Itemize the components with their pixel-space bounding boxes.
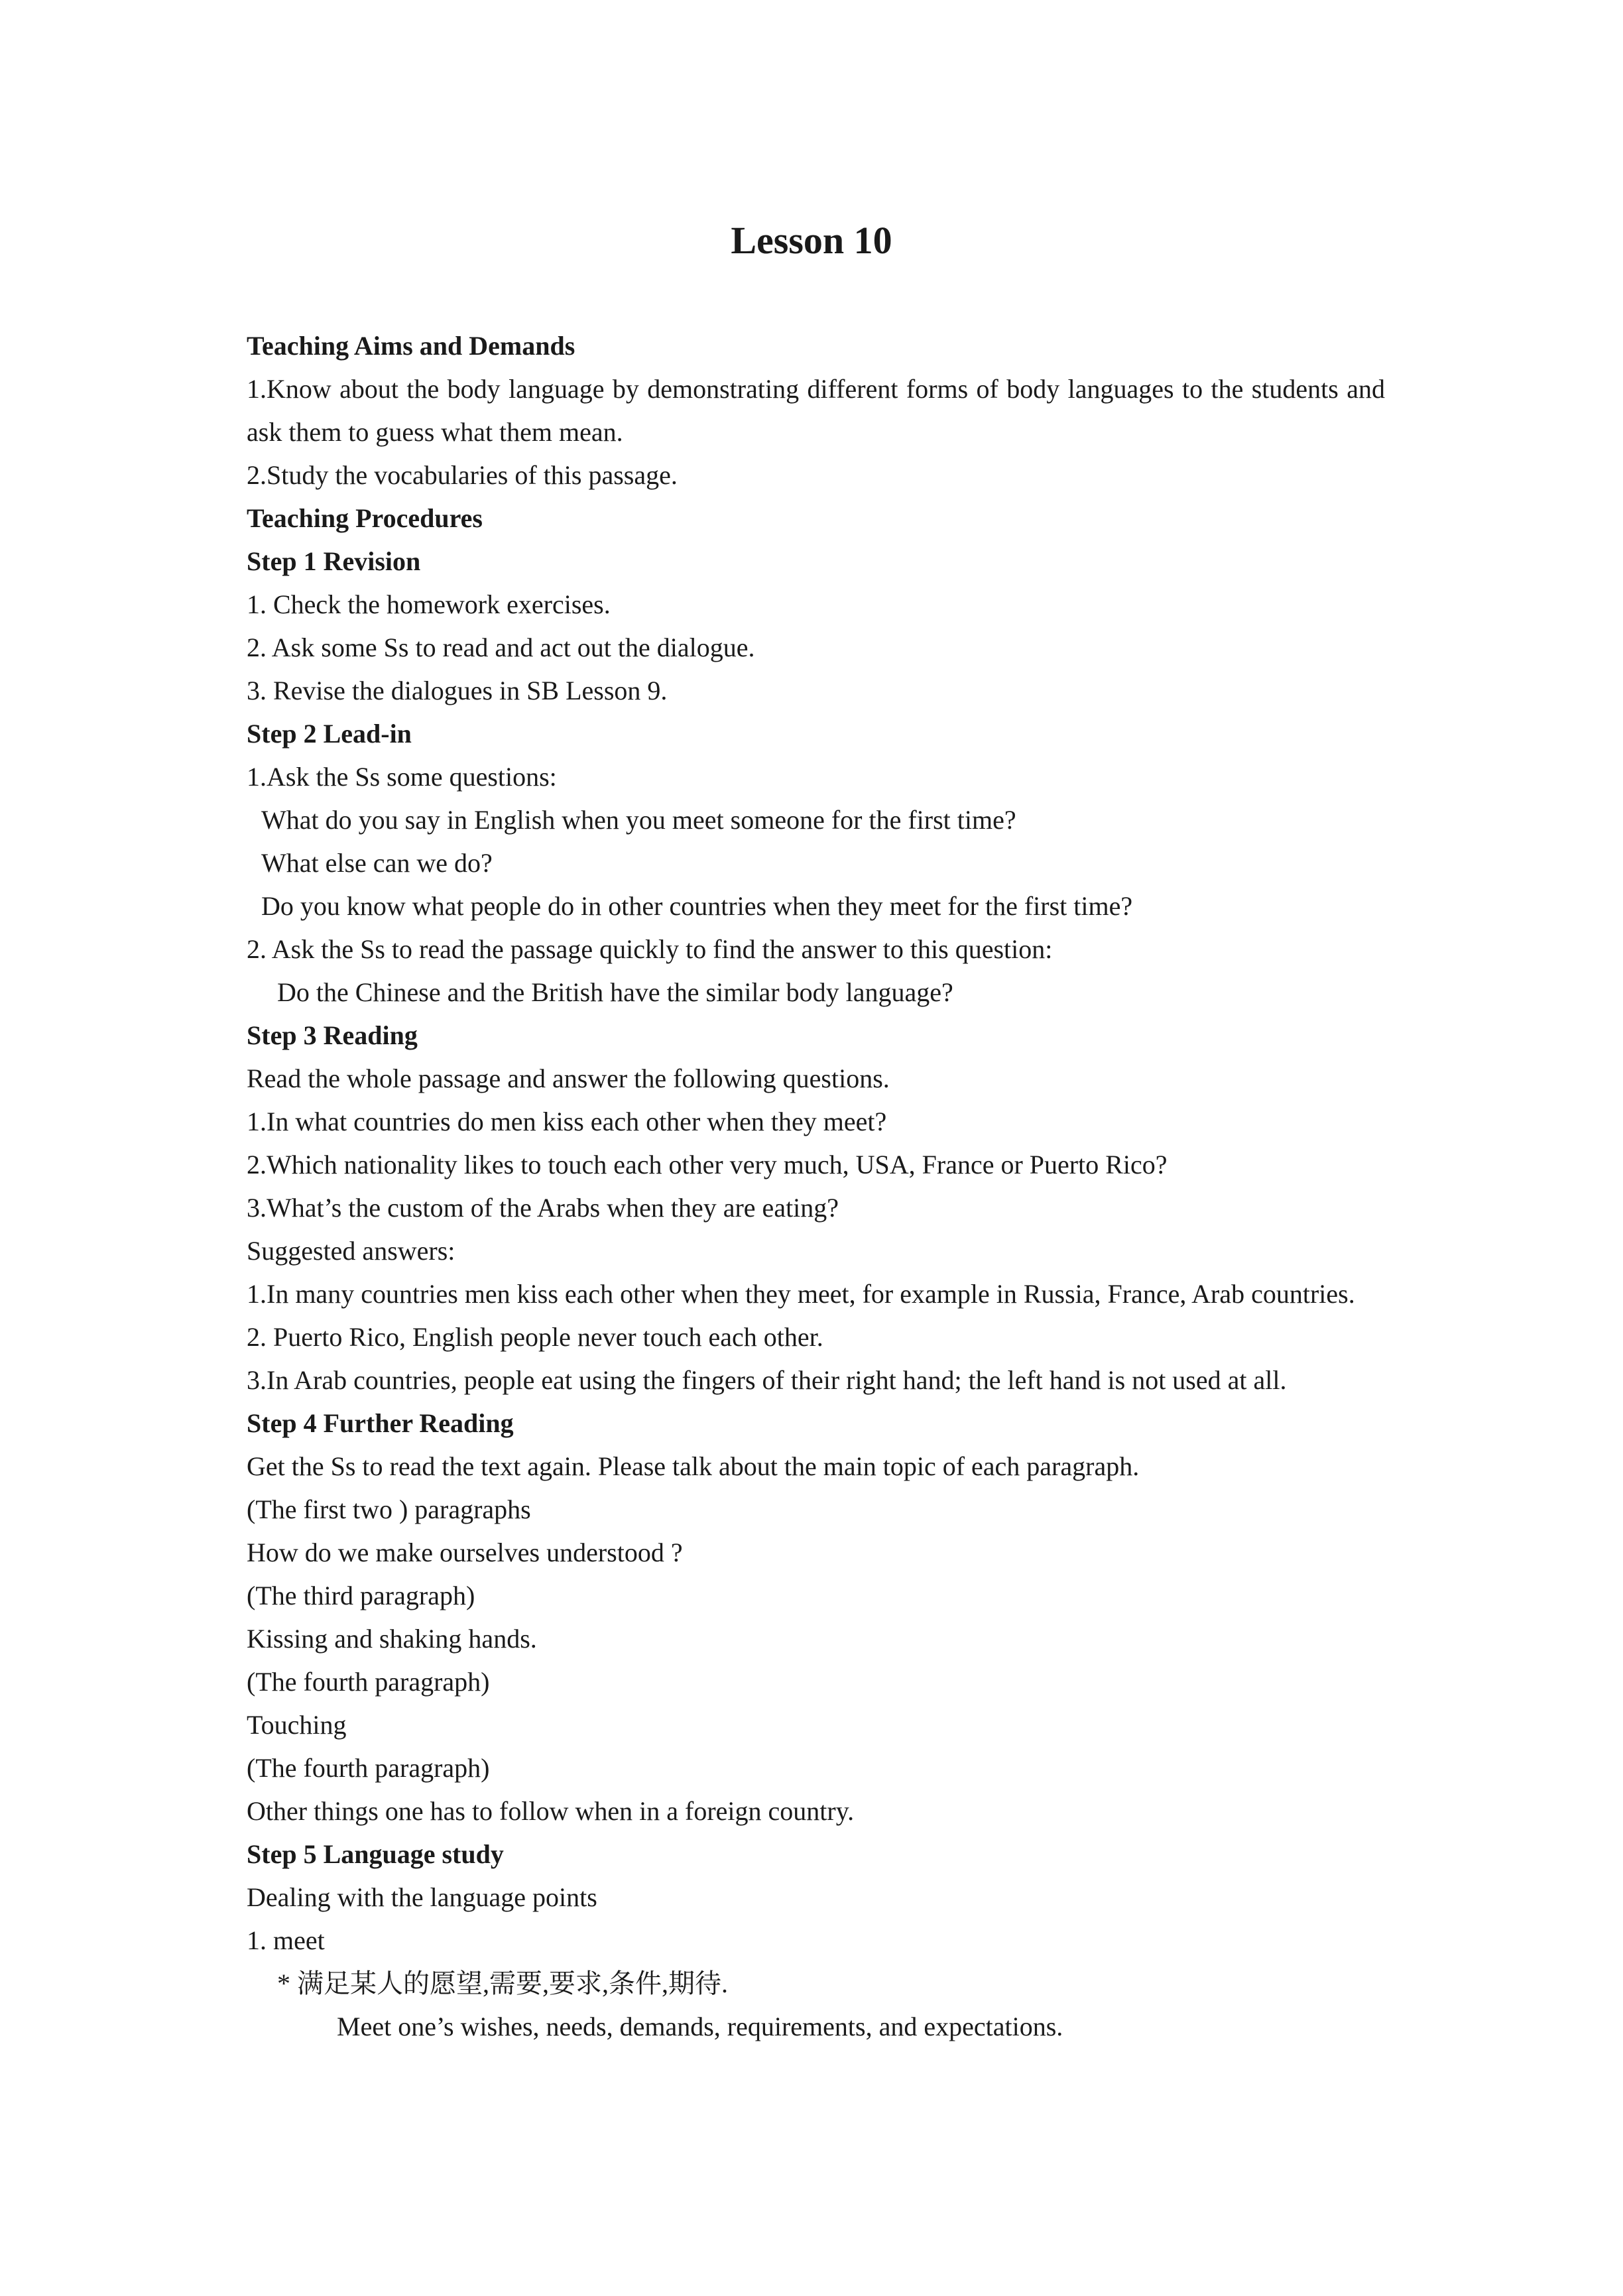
example-line: Meet one’s wishes, needs, demands, requirements, and expectations. — [337, 2012, 1063, 2041]
text-line: 1.In what countries do men kiss each other when they meet? — [247, 1107, 887, 1136]
bullet-line: * 满足某人的愿望,需要,要求,条件,期待. — [277, 1968, 728, 1998]
paragraph-line: 1.Know about the body language by demonstrating different forms of body languages to the students and ask them to guess what them mean. — [247, 374, 1385, 447]
question-line: Do you know what people do in other countries when they meet for the first time? — [261, 891, 1133, 921]
text-line: (The fourth paragraph) — [247, 1667, 490, 1697]
text-line: Touching — [247, 1710, 347, 1740]
text-line: (The third paragraph) — [247, 1581, 475, 1610]
text-line: 1. meet — [247, 1925, 325, 1955]
text-line: 3.What’s the custom of the Arabs when they are eating? — [247, 1193, 839, 1223]
text-line: 1. Check the homework exercises. — [247, 589, 611, 619]
text-line: (The first two ) paragraphs — [247, 1494, 531, 1524]
question-line: What else can we do? — [261, 848, 493, 878]
text-line: How do we make ourselves understood ? — [247, 1538, 683, 1567]
document-body — [247, 324, 1385, 2048]
text-line: 3. Revise the dialogues in SB Lesson 9. — [247, 676, 668, 705]
text-line: Dealing with the language points — [247, 1882, 597, 1912]
text-line: 1.Ask the Ss some questions: — [247, 762, 557, 792]
section-heading: Step 1 Revision — [247, 546, 421, 576]
text-line: 2. Puerto Rico, English people never touch each other. — [247, 1322, 823, 1352]
text-line: Other things one has to follow when in a foreign country. — [247, 1796, 855, 1826]
text-line: 2. Ask some Ss to read and act out the dialogue. — [247, 633, 755, 662]
text-line: 2.Which nationality likes to touch each other very much, USA, France or Puerto Rico? — [247, 1150, 1168, 1179]
text-line: 3.In Arab countries, people eat using the fingers of their right hand; the left hand is not used at all. — [247, 1365, 1287, 1395]
text-line: Read the whole passage and answer the following questions. — [247, 1063, 890, 1093]
question-line: Do the Chinese and the British have the similar body language? — [277, 977, 953, 1007]
paragraph-line: 1.In many countries men kiss each other when they meet, for example in Russia, France, Arab countries. — [247, 1279, 1355, 1309]
text-line: 2. Ask the Ss to read the passage quickly to find the answer to this question: — [247, 934, 1053, 964]
text-line: Suggested answers: — [247, 1236, 455, 1266]
page-title: Lesson 10 — [731, 219, 892, 262]
question-line: What do you say in English when you meet someone for the first time? — [261, 805, 1016, 835]
section-heading: Teaching Procedures — [247, 503, 483, 533]
section-heading: Step 4 Further Reading — [247, 1408, 514, 1438]
section-heading: Step 5 Language study — [247, 1839, 504, 1869]
section-heading: Step 3 Reading — [247, 1020, 418, 1050]
text-line: (The fourth paragraph) — [247, 1753, 490, 1783]
text-line: Kissing and shaking hands. — [247, 1624, 537, 1654]
text-line: Get the Ss to read the text again. Please talk about the main topic of each paragraph. — [247, 1451, 1140, 1481]
text-line: 2.Study the vocabularies of this passage. — [247, 460, 678, 490]
section-heading: Teaching Aims and Demands — [247, 331, 575, 361]
section-heading: Step 2 Lead-in — [247, 719, 412, 749]
